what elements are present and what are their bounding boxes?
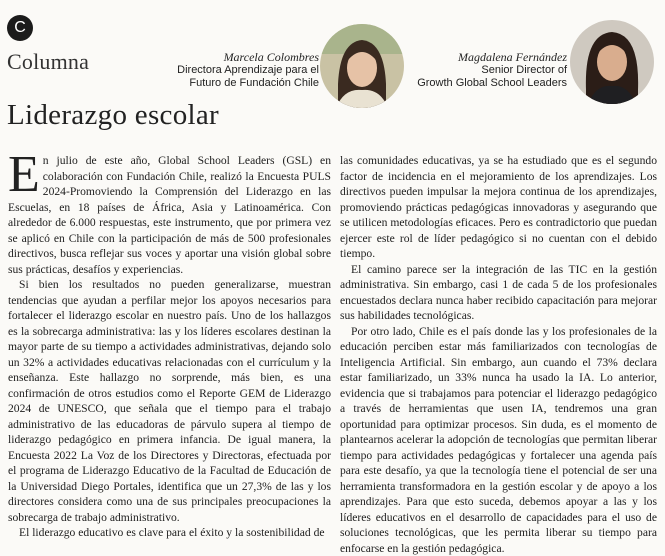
article-title: Liderazgo escolar — [7, 99, 219, 132]
author-role-line: Growth Global School Leaders — [417, 77, 567, 90]
author-credit-1 — [177, 51, 319, 90]
drop-cap: E — [8, 155, 40, 195]
author-photo-1 — [320, 24, 404, 108]
author-role-line: Senior Director of — [417, 64, 567, 77]
article-paragraph: El camino parece ser la integración de las TIC en la gestión administrativa. Sin embargo, casi 1 de cada 5 de los profesionales encuestados declara nunca haber recibido capacitación para mejorar sus habilidades tecnológicas. — [340, 262, 657, 324]
author-role-line: Directora Aprendizaje para el — [177, 64, 319, 77]
column-badge: C — [7, 15, 33, 41]
article-paragraph: las comunidades educativas, ya se ha estudiado que es el segundo factor de incidencia en el mejoramiento de los aprendizajes. Los directivos pueden impulsar la mejora continua de los aprendizajes, promoviendo prácticas pedagógicas innovadoras y asegurando que se utilicen metodologías eficaces. Pero es contradictorio que puedan ejercer este rol de líder pedagógico si no cuentan con el debido tiempo. — [340, 153, 657, 262]
author-credit-2 — [417, 51, 567, 90]
article-paragraph: Por otro lado, Chile es el país donde las y los profesionales de la educación perciben estar más familiarizados con tecnologías de Inteligencia Artificial. Sin embargo, aun cuando el 73% declara estar familiarizado, un 33% nunca ha usado la IA. Lo anterior, evidencia que si trabajamos para potenciar el liderazgo pedagógico a través de herramientas que usen IA, tendremos una gran oportunidad para optimizar procesos. Sin duda, es el momento de plantearnos acelerar la adopción de tecnologías que permitan liberar tiempo para actividades pedagógicas y fortalecer una agenda país para este desafío, ya que la tecnología tiene el potencial de ser una herramienta transformadora en la gestión escolar y de apoyo a los aprendizajes. Para que esto suceda, debemos apoyar a las y los líderes educativos en el desarrollo de capacidades para el uso de soluciones tecnológicas, que les permita liberar su tiempo para enfocarse en la gestión pedagógica. — [340, 324, 657, 556]
article-column-left — [8, 153, 331, 541]
author-name: Marcela Colombres — [177, 51, 319, 64]
author-name: Magdalena Fernández — [417, 51, 567, 64]
article-column-right — [340, 153, 657, 556]
article-paragraph: Si bien los resultados no pueden generalizarse, muestran tendencias que ayudan a perfilar mejor los apoyos necesarios para fortalecer el liderazgo escolar en nuestro país. Uno de los hallazgos es la sobrecarga administrativa: las y los líderes escolares destinan la mayor parte de su tiempo a actividades administrativas, dejando solo un 32% a actividades educativas relacionadas con el currículum y la enseñanza. Este hallazgo no sorprende, más bien, es una confirmación de otros estudios como el Reporte GEM de Liderazgo 2024 de UNESCO, que señala que el tiempo para el trabajo administrativo de las educadoras de párvulo supera al tiempo de liderazgo pedagógico en primera infancia. De igual manera, la Encuesta 2022 La Voz de los Directores y Directoras, efectuada por el programa de Liderazgo Educativo de la Facultad de Educación de la Universidad Diego Portales, identifica que un 27,3% de las y los directores considera como una de sus principales preocupaciones la sobrecarga de trabajo administrativo. — [8, 277, 331, 525]
section-label: Columna — [7, 49, 89, 75]
author-role-line: Futuro de Fundación Chile — [177, 77, 319, 90]
article-paragraph: El liderazgo educativo es clave para el éxito y la sostenibilidad de — [8, 525, 331, 541]
author-photo-2 — [570, 20, 654, 104]
article-paragraph — [8, 153, 331, 277]
paragraph-text: n julio de este año, Global School Leaders (GSL) en colaboración con Fundación Chile, realizó la Encuesta PULS 2024-Promoviendo la Comprensión del Liderazgo en las Escuelas, en 18 países de África, Asia y Latinoamérica. Con alrededor de 6.000 respuestas, este instrumento, que por primera vez se aplicó en Chile con la participación de más de 500 profesionales directivos, busca reflejar sus voces y aportar una visión global sobre sus prácticas, desafíos y experiencias. — [8, 154, 331, 276]
